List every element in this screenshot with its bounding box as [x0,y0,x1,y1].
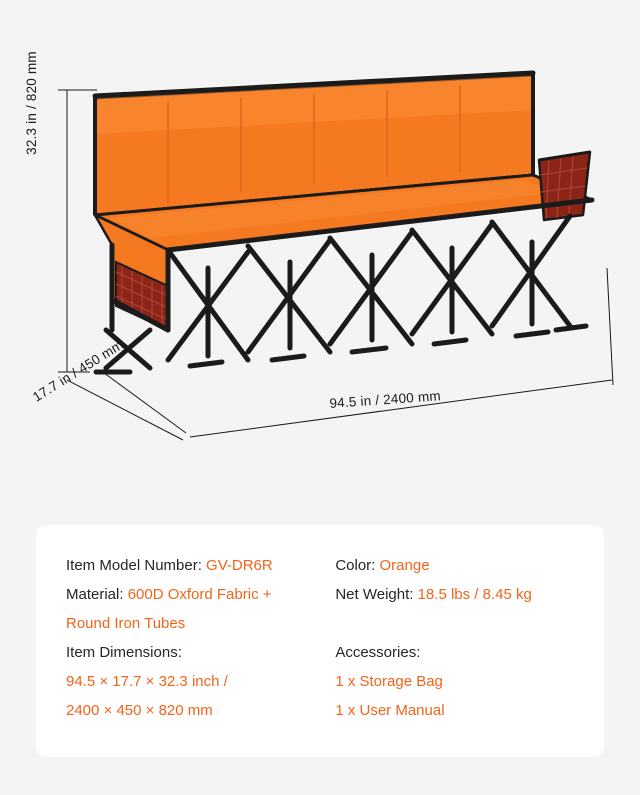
spec-value-material-cont: Round Iron Tubes [66,615,186,632]
spec-key-color: Color: [335,557,380,574]
spec-row-dimensions [66,638,327,667]
spec-value-dimensions-mm: 2400 × 450 × 820 mm [66,702,213,719]
spec-value-weight: 18.5 lbs / 8.45 kg [417,586,532,603]
right-mesh-pocket [539,152,590,220]
spec-value-dimensions-in: 94.5 × 17.7 × 32.3 inch / [66,673,228,690]
dimension-height-label: 32.3 in / 820 mm [24,51,39,155]
dimension-depth-label: 17.7 in / 450 mm [30,337,126,405]
specification-card [36,525,604,757]
spec-key-model: Item Model Number: [66,557,207,574]
spec-value-material: 600D Oxford Fabric + [127,586,272,603]
spec-column-right [335,551,574,737]
spec-key-weight: Net Weight: [335,586,418,603]
spec-value-accessory-bag: 1 x Storage Bag [335,673,443,690]
spec-spacer [335,609,574,638]
spec-row-accessories [335,638,574,667]
spec-row-weight [335,580,574,609]
spec-row-color [335,551,574,580]
spec-row-model [66,551,327,580]
spec-column-left [66,551,335,737]
spec-value-accessory-manual: 1 x User Manual [335,702,445,719]
spec-row-material [66,580,327,609]
spec-key-dimensions: Item Dimensions: [66,644,182,661]
spec-key-material: Material: [66,586,128,603]
dimension-width-label: 94.5 in / 2400 mm [329,388,442,411]
spec-key-accessories: Accessories: [335,644,421,661]
spec-value-model: GV-DR6R [206,557,273,574]
spec-value-color: Orange [379,557,430,574]
